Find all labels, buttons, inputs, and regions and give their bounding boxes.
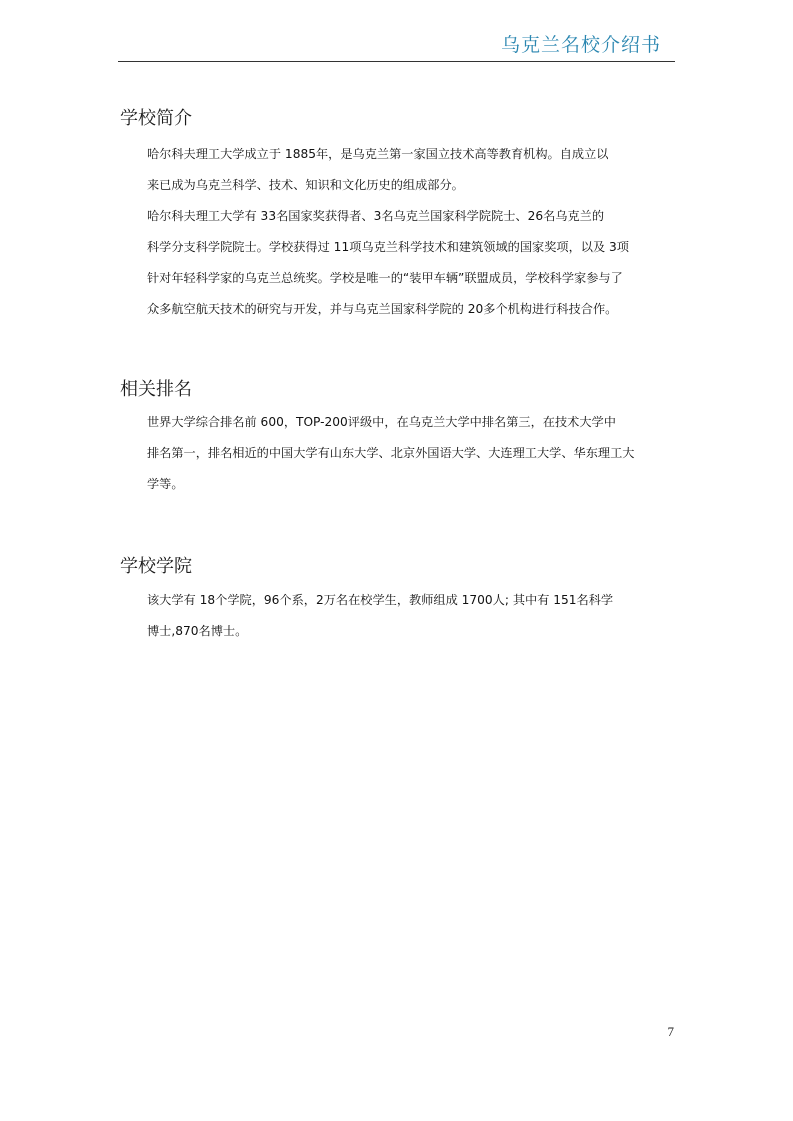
paragraph-line: 世界大学综合排名前 600，TOP-200评级中，在乌克兰大学中排名第三，在技术大学中 xyxy=(147,415,616,429)
colleges-paragraph xyxy=(147,591,687,653)
header-title: 乌克兰名校介绍书 xyxy=(500,34,661,56)
paragraph-line: 科学分支科学院院士。学校获得过 11项乌克兰科学技术和建筑领域的国家奖项，以及 3项 xyxy=(147,240,629,254)
paragraph-line: 来已成为乌克兰科学、技术、知识和文化历史的组成部分。 xyxy=(147,178,464,192)
paragraph-line: 众多航空航天技术的研究与开发，并与乌克兰国家科学院的 20多个机构进行科技合作。 xyxy=(147,302,618,316)
paragraph-line: 博士,870名博士。 xyxy=(147,624,248,638)
paragraph-line: 学等。 xyxy=(147,477,184,491)
paragraph-line: 哈尔科夫理工大学成立于 1885年，是乌克兰第一家国立技术高等教育机构。自成立以 xyxy=(147,147,609,161)
section-heading-colleges: 学校学院 xyxy=(120,556,192,577)
paragraph-line: 哈尔科夫理工大学有 33名国家奖获得者、3名乌克兰国家科学院院士、26名乌克兰的 xyxy=(147,209,605,223)
paragraph-line: 针对年轻科学家的乌克兰总统奖。学校是唯一的“装甲车辆”联盟成员，学校科学家参与了 xyxy=(147,271,623,285)
paragraph-line: 排名第一，排名相近的中国大学有山东大学、北京外国语大学、大连理工大学、华东理工大 xyxy=(147,446,635,460)
page-number: 7 xyxy=(667,1024,674,1039)
header-divider xyxy=(118,61,675,62)
section-heading-intro: 学校简介 xyxy=(120,108,192,129)
section-heading-ranking: 相关排名 xyxy=(120,379,192,400)
intro-paragraph xyxy=(147,145,687,331)
ranking-paragraph xyxy=(147,413,687,506)
paragraph-line: 该大学有 18个学院，96个系，2万名在校学生，教师组成 1700人; 其中有 151名科学 xyxy=(147,593,614,607)
